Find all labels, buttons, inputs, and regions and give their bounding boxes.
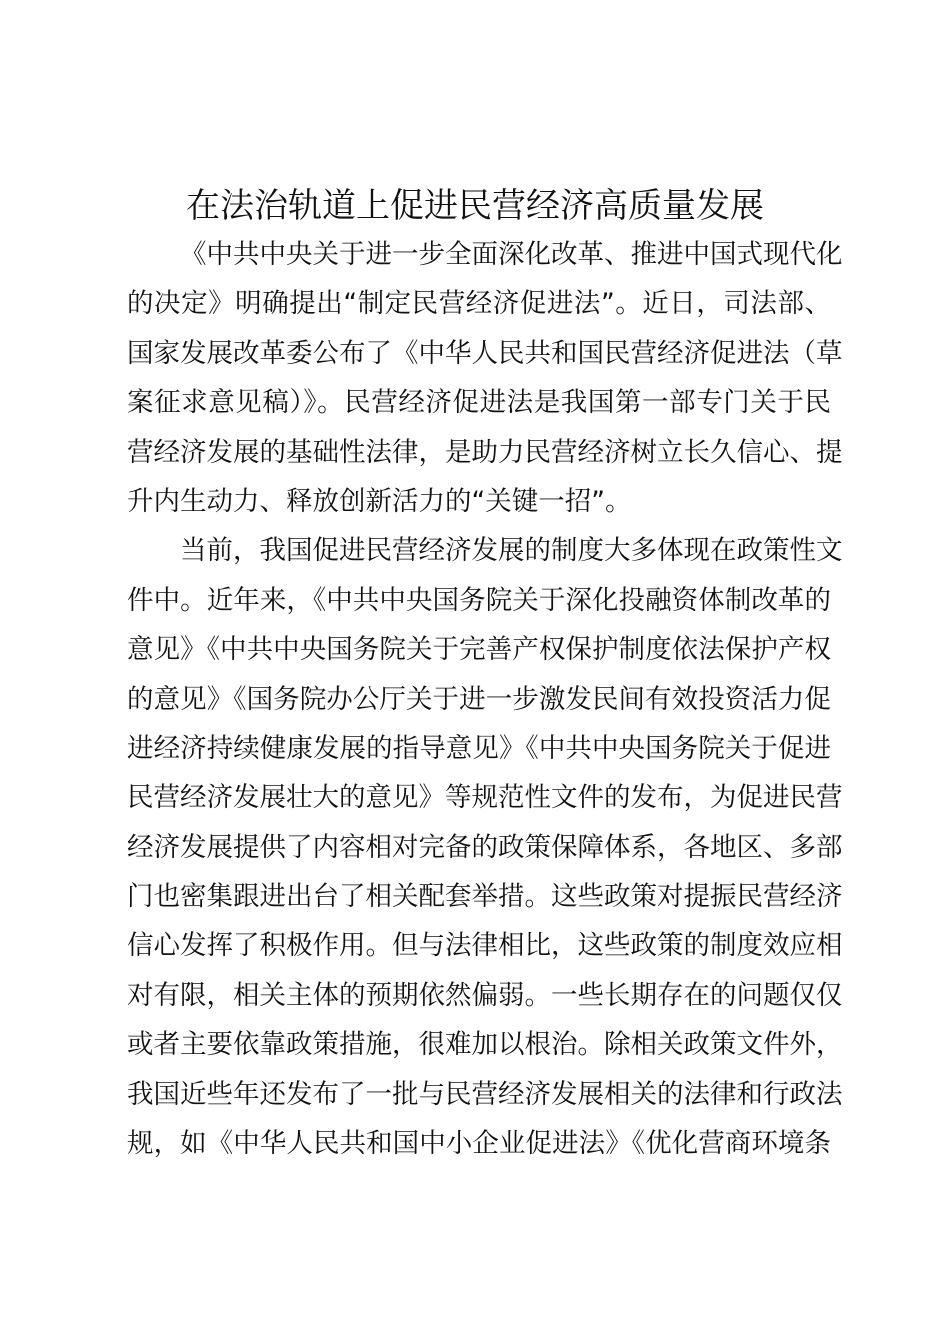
paragraph-1-line-3: 国家发展改革委公布了《中华人民共和国民营经济促进法（草	[127, 337, 843, 369]
paragraph-2-line-1: 当前，我国促进民营经济发展的制度大多体现在政策性文	[180, 535, 843, 567]
paragraph-1-line-6: 升内生动力、释放创新活力的“关键一招”。	[127, 485, 632, 517]
paragraph-2-line-3: 意见》《中共中央国务院关于完善产权保护制度依法保护产权	[127, 634, 831, 666]
paragraph-1-line-2: 的决定》明确提出“制定民营经济促进法”。近日，司法部、	[127, 288, 831, 320]
paragraph-2-line-12: 我国近些年还发布了一批与民营经济发展相关的法律和行政法	[127, 1078, 843, 1110]
paragraph-1-line-1: 《中共中央关于进一步全面深化改革、推进中国式现代化	[180, 239, 843, 270]
document-body	[127, 230, 843, 1168]
paragraph-2-line-5: 进经济持续健康发展的指导意见》《中共中央国务院关于促进	[127, 732, 831, 764]
paragraph-2-line-13: 规，如《中华人民共和国中小企业促进法》《优化营商环境条	[127, 1128, 831, 1160]
document-title: 在法治轨道上促进民营经济高质量发展	[186, 186, 764, 226]
paragraph-2-line-9: 信心发挥了积极作用。但与法律相比，这些政策的制度效应相	[127, 930, 843, 962]
paragraph-1-line-4: 案征求意见稿）》。民营经济促进法是我国第一部专门关于民	[127, 387, 831, 419]
paragraph-2-line-4: 的意见》《国务院办公厅关于进一步激发民间有效投资活力促	[127, 683, 831, 715]
paragraph-2-line-7: 经济发展提供了内容相对完备的政策保障体系，各地区、多部	[127, 831, 843, 863]
paragraph-2-line-11: 或者主要依靠政策措施，很难加以根治。除相关政策文件外，	[127, 1029, 843, 1061]
paragraph-2-line-8: 门也密集跟进出台了相关配套举措。这些政策对提振民营经济	[127, 881, 843, 913]
paragraph-1-line-5: 营经济发展的基础性法律，是助力民营经济树立长久信心、提	[127, 436, 843, 468]
paragraph-2-line-6: 民营经济发展壮大的意见》等规范性文件的发布，为促进民营	[127, 782, 843, 814]
paragraph-2-line-2: 件中。近年来，《中共中央国务院关于深化投融资体制改革的	[127, 584, 831, 616]
paragraph-2-line-10: 对有限，相关主体的预期依然偏弱。一些长期存在的问题仅仅	[127, 979, 843, 1011]
